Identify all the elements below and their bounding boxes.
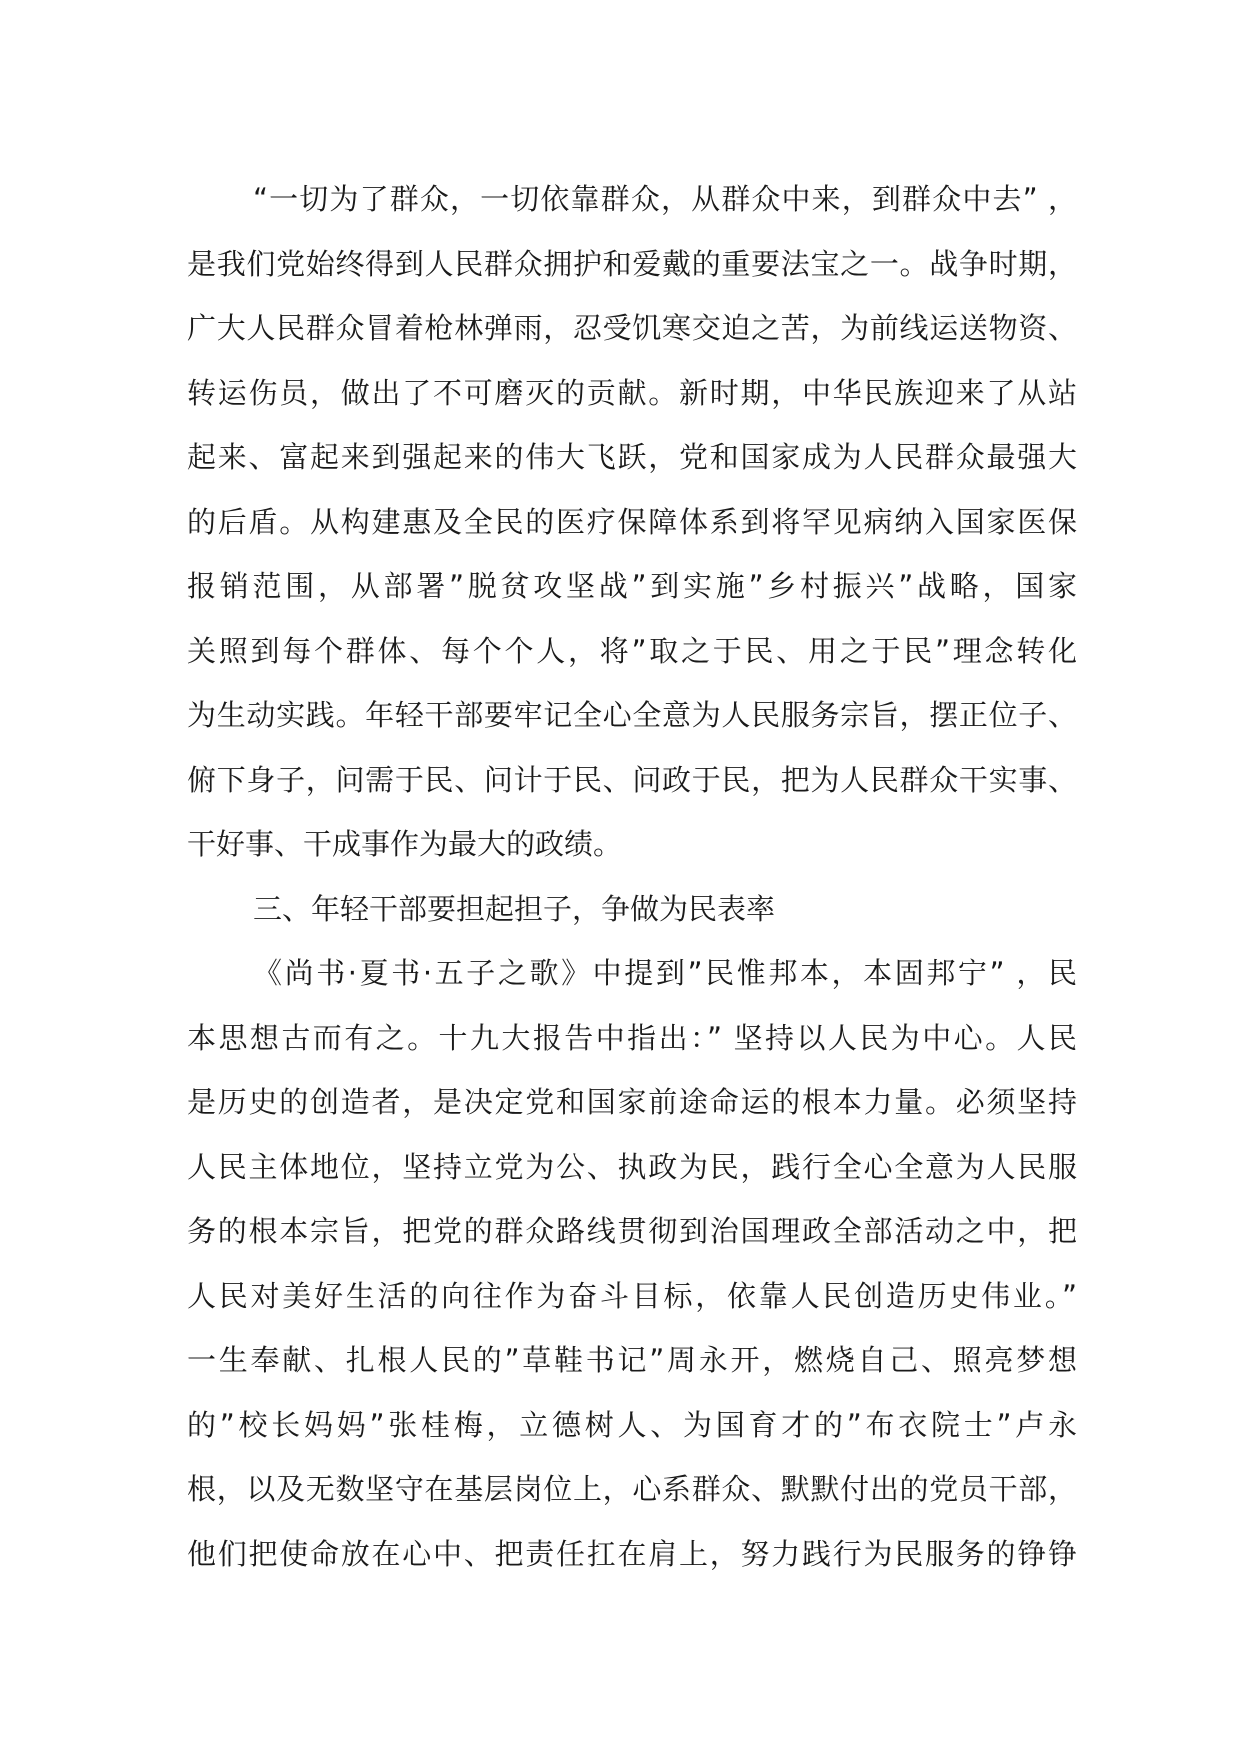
paragraph-line: 起来、富起来到强起来的伟大飞跃，党和国家成为人民群众最强大 bbox=[187, 440, 1077, 474]
paragraph-line: 是历史的创造者，是决定党和国家前途命运的根本力量。必须坚持 bbox=[187, 1085, 1077, 1119]
body-text bbox=[187, 167, 1077, 1586]
paragraph-line: 广大人民群众冒着枪林弹雨，忍受饥寒交迫之苦，为前线运送物资、 bbox=[187, 311, 1077, 345]
paragraph-line: 根，以及无数坚守在基层岗位上，心系群众、默默付出的党员干部， bbox=[187, 1472, 1077, 1506]
paragraph-line: 一生奉献、扎根人民的”草鞋书记”周永开，燃烧自己、照亮梦想 bbox=[187, 1343, 1077, 1377]
paragraph-line: 俯下身子，问需于民、问计于民、问政于民，把为人民群众干实事、 bbox=[187, 762, 1077, 797]
paragraph-line: “一切为了群众，一切依靠群众，从群众中来，到群众中去” ， bbox=[253, 182, 1077, 216]
paragraph-line: 人民对美好生活的向往作为奋斗目标，依靠人民创造历史伟业。” bbox=[187, 1278, 1077, 1313]
paragraph-line: 为生动实践。年轻干部要牢记全心全意为人民服务宗旨，摆正位子、 bbox=[187, 698, 1077, 732]
paragraph-line: 关照到每个群体、每个个人，将”取之于民、用之于民”理念转化 bbox=[187, 633, 1077, 668]
paragraph-line: 的后盾。从构建惠及全民的医疗保障体系到将罕见病纳入国家医保 bbox=[187, 504, 1077, 539]
paragraph-line: 的”校长妈妈”张桂梅，立德树人、为国育才的”布衣院士”卢永 bbox=[187, 1407, 1077, 1442]
paragraph-line: 干好事、干成事作为最大的政绩。 bbox=[187, 827, 623, 861]
paragraph-line: 人民主体地位，坚持立党为公、执政为民，践行全心全意为人民服 bbox=[187, 1149, 1077, 1184]
paragraph-line: 转运伤员，做出了不可磨灭的贡献。新时期，中华民族迎来了从站 bbox=[187, 375, 1077, 410]
paragraph-line: 本思想古而有之。十九大报告中指出：” 坚持以人民为中心。人民 bbox=[187, 1020, 1077, 1055]
section-heading: 三、年轻干部要担起担子，争做为民表率 bbox=[253, 891, 776, 926]
paragraph-line: 是我们党始终得到人民群众拥护和爱戴的重要法宝之一。战争时期， bbox=[187, 246, 1077, 281]
paragraph-line: 务的根本宗旨，把党的群众路线贯彻到治国理政全部活动之中，把 bbox=[187, 1214, 1077, 1248]
paragraph-line: 报销范围，从部署”脱贫攻坚战”到实施”乡村振兴”战略，国家 bbox=[187, 569, 1077, 603]
paragraph-line: 《尚书·夏书·五子之歌》中提到”民惟邦本，本固邦宁” ，民 bbox=[253, 956, 1077, 990]
paragraph-line: 他们把使命放在心中、把责任扛在肩上，努力践行为民服务的铮铮 bbox=[187, 1536, 1077, 1571]
